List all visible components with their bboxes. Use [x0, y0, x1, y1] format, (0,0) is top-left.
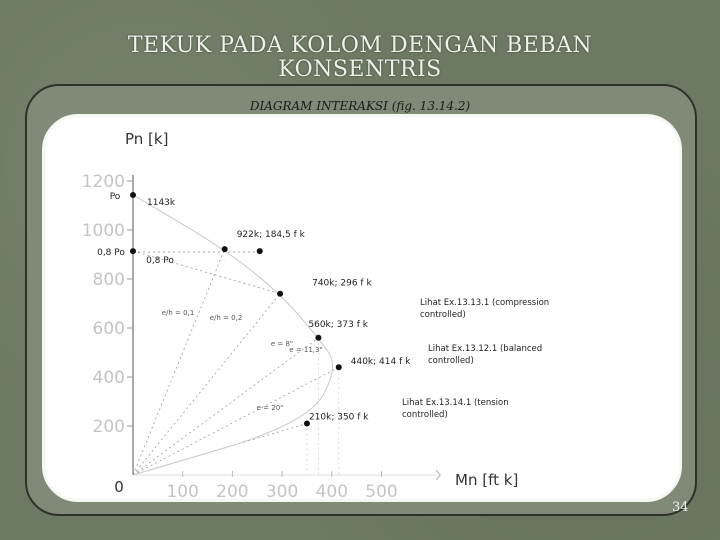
- eccentricity-ray: [133, 338, 318, 475]
- x-tick-label: 400: [315, 482, 349, 502]
- x-tick-label: 300: [265, 482, 299, 502]
- data-point-label: 740k; 296 f k: [312, 278, 372, 289]
- y-tick-label: 1000: [81, 221, 125, 241]
- slide-title-line-1: TEKUK PADA KOLOM DENGAN BEBAN: [127, 33, 593, 58]
- page-number: 34: [672, 500, 689, 515]
- eccentricity-ray: [133, 249, 225, 475]
- x-tick-label: 100: [166, 482, 199, 502]
- y-tick-label: 1200: [81, 172, 125, 192]
- p08-end-point: [257, 248, 263, 254]
- data-point-label: 560k; 373 f k: [308, 319, 368, 330]
- data-point-label: 1143k: [147, 197, 176, 208]
- data-point: [277, 291, 283, 297]
- data-point-label: 440k; 414 f k: [350, 357, 411, 368]
- note-line-2: controlled): [420, 310, 466, 320]
- y-tick-label: 800: [92, 270, 125, 290]
- eccentricity-ray: [133, 294, 280, 475]
- data-point: [222, 246, 228, 252]
- note-line-2: controlled): [428, 356, 474, 366]
- data-point-label: 210k; 350 f k: [308, 412, 369, 423]
- p08-point: [130, 248, 136, 254]
- note-line-1: Lihat Ex.13.13.1 (compression: [420, 298, 550, 308]
- ray-label: e/h = 0,2: [209, 314, 243, 322]
- ray-label: e = 8": [270, 340, 294, 348]
- po-label: Po: [109, 191, 121, 202]
- y-tick-label: 400: [92, 368, 125, 388]
- y-tick-label: 200: [92, 417, 125, 437]
- x-tick-label: 200: [216, 482, 249, 502]
- data-point: [130, 192, 136, 198]
- p08-label-right: 0,8 Po: [146, 256, 174, 267]
- data-point-label: 922k; 184,5 f k: [236, 230, 305, 241]
- x-tick-label: 500: [365, 482, 398, 502]
- y-tick-label: 600: [92, 319, 125, 339]
- diagram-subtitle: DIAGRAM INTERAKSI (fig. 13.14.2): [249, 99, 471, 113]
- data-point: [336, 364, 342, 370]
- slide-title-line-2: KONSENTRIS: [278, 57, 442, 82]
- y-axis-title: Pn [k]: [125, 130, 169, 148]
- x-axis-arrow: [436, 470, 440, 480]
- ray-label: e = 11,3": [289, 346, 323, 354]
- data-point: [315, 335, 321, 341]
- ray-label: e/h = 0,1: [161, 309, 195, 317]
- note-line-2: controlled): [402, 410, 448, 420]
- note-line-1: Lihat Ex.13.14.1 (tension: [402, 398, 509, 408]
- p08-label-left: 0,8 Po: [97, 248, 125, 259]
- ray-label: e = 20": [256, 404, 284, 412]
- x-axis-title: Mn [ft k]: [455, 471, 519, 489]
- note-line-1: Lihat Ex.13.12.1 (balanced: [428, 344, 543, 354]
- origin-label: 0: [114, 478, 124, 496]
